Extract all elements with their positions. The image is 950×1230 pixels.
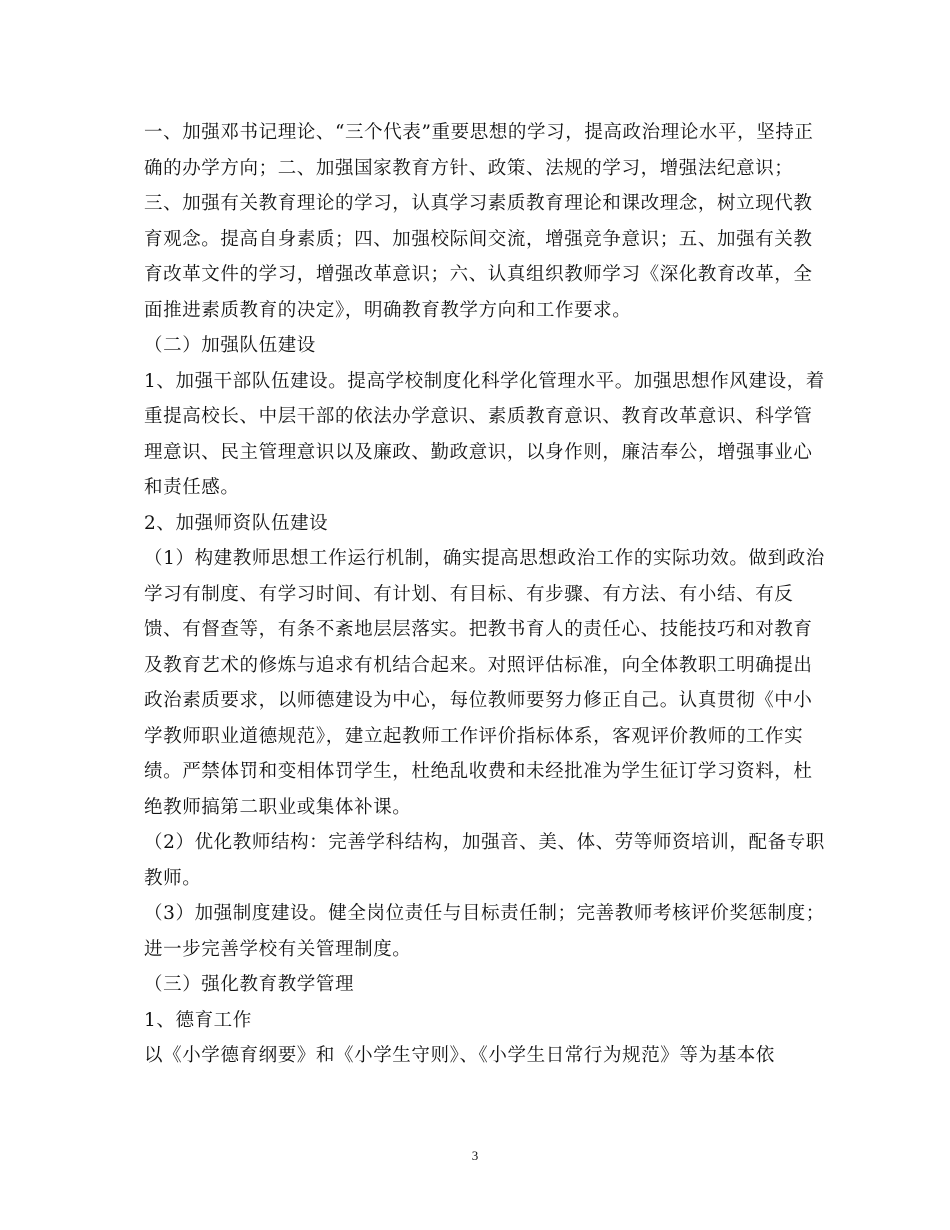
text-line: 理意识、民主管理意识以及廉政、勤政意识，以身作则，廉洁奉公，增强事业心 (144, 441, 813, 463)
section-heading: （三）强化教育教学管理 (144, 974, 355, 995)
text-line: 一、加强邓书记理论、“三个代表”重要思想的学习，提高政治理论水平，坚持正 (144, 122, 814, 143)
text-line: 进一步完善学校有关管理制度。 (144, 938, 412, 960)
text-line: 面推进素质教育的决定》，明确教育教学方向和工作要求。 (144, 299, 632, 321)
text-line: 和责任感。 (144, 477, 240, 498)
text-line: 确的办学方向；二、加强国家教育方针、政策、法规的学习，增强法纪意识； (144, 157, 794, 179)
text-line: 馈、有督查等，有条不紊地层层落实。把教书育人的责任心、技能技巧和对教育 (144, 619, 813, 640)
text-line: （3）加强制度建设。健全岗位责任与目标责任制；完善教师考核评价奖惩制度； (144, 903, 825, 924)
text-line: 学教师职业道德规范》，建立起教师工作评价指标体系，客观评价教师的工作实 (144, 725, 804, 747)
text-line: 政治素质要求，以师德建设为中心，每位教师要努力修正自己。认真贯彻《中小 (144, 690, 813, 711)
body-text (144, 115, 825, 1074)
subsection-heading: 2、加强师资队伍建设 (144, 512, 329, 534)
text-line: 教师。 (144, 867, 202, 889)
text-line: 绝教师搞第二职业或集体补课。 (144, 796, 412, 818)
text-line: （1）构建教师思想工作运行机制，确实提高思想政治工作的实际功效。做到政治 (144, 548, 825, 569)
text-line: 学习有制度、有学习时间、有计划、有目标、有步骤、有方法、有小结、有反 (144, 583, 794, 605)
page-number: 3 (471, 1148, 479, 1163)
text-line: 育观念。提高自身素质；四、加强校际间交流，增强竞争意识；五、加强有关教 (144, 228, 813, 250)
text-line: 及教育艺术的修炼与追求有机结合起来。对照评估标准，向全体教职工明确提出 (144, 654, 813, 676)
text-line: 育改革文件的学习，增强改革意识；六、认真组织教师学习《深化教育改革，全 (144, 264, 813, 285)
text-line: 1、加强干部队伍建设。提高学校制度化科学化管理水平。加强思想作风建设，着 (144, 370, 825, 392)
section-heading: （二）加强队伍建设 (144, 335, 316, 356)
text-line: 绩。严禁体罚和变相体罚学生，杜绝乱收费和未经批准为学生征订学习资料，杜 (144, 761, 813, 782)
text-line: 以《小学德育纲要》和《小学生守则》、《小学生日常行为规范》等为基本依 (144, 1045, 775, 1066)
text-line: （2）优化教师结构：完善学科结构，加强音、美、体、劳等师资培训，配备专职 (144, 832, 825, 853)
text-line: 重提高校长、中层干部的依法办学意识、素质教育意识、教育改革意识、科学管 (144, 406, 813, 427)
text-line: 三、加强有关教育理论的学习，认真学习素质教育理论和课改理念，树立现代教 (144, 193, 813, 214)
subsection-heading: 1、德育工作 (144, 1009, 252, 1031)
